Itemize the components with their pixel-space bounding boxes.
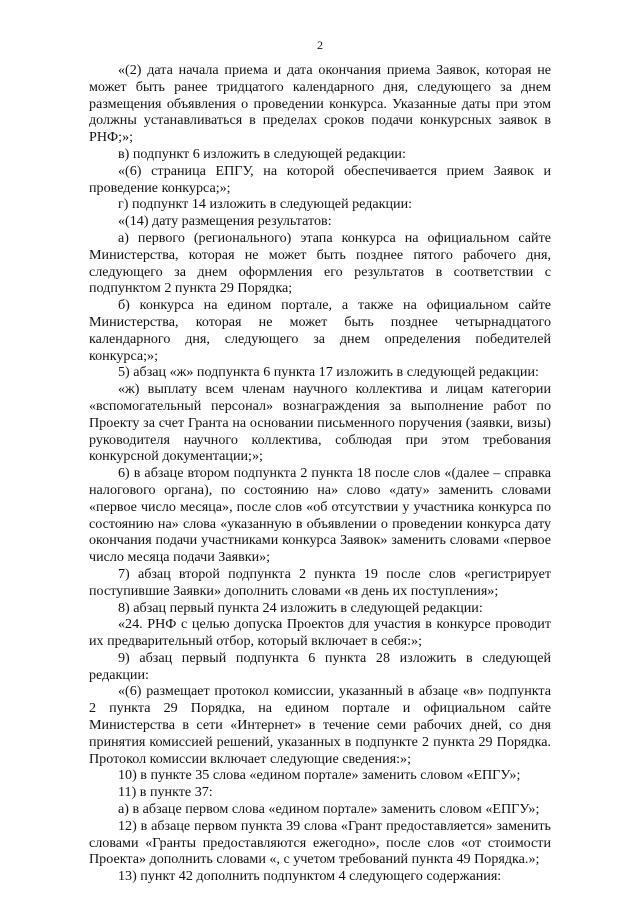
paragraph: «(6) страница ЕПГУ, на которой обеспечивается прием Заявок и проведение конкурса;»; bbox=[89, 162, 551, 196]
paragraph: 9) абзац первый подпункта 6 пункта 28 изложить в следующей редакции: bbox=[89, 649, 551, 683]
paragraph: 8) абзац первый пункта 24 изложить в следующей редакции: bbox=[118, 599, 483, 616]
paragraph: б) конкурса на едином портале, а также на официальном сайте Министерства, которая не может быть позднее четырнадцатого календарного дня, следующего за днем определения победителей конкурса;»; bbox=[89, 297, 551, 364]
paragraph: «24. РНФ с целью допуска Проектов для участия в конкурсе проводит их предварительный отбор, который включает в себя:»; bbox=[89, 616, 551, 650]
paragraph: «ж) выплату всем членам научного коллектива и лицам категории «вспомогательный персонал» вознаграждения за выполнение работ по Проекту за счет Гранта на основании письменного поручения (заявки, визы) руководителя научного коллектива, соблюдая при этом требования конкурсной документации;»; bbox=[89, 381, 551, 465]
paragraph: а) первого (регионального) этапа конкурса на официальном сайте Министерства, которая не может быть позднее пятого рабочего дня, следующего за днем оформления его результатов в соответствии с подпунктом 2 пункта 29 Порядка; bbox=[89, 229, 551, 297]
paragraph: 6) в абзаце втором подпункта 2 пункта 18 после слов «(далее – справка налогового органа), по состоянию на» слово «дату» заменить словами «первое число месяца», после слов «об отсутствии у участника конкурса по состоянию на» слова «указанную в объявлении о проведении конкурса дату окончания подачи участниками конкурса Заявок» заменить словами «первое число месяца подачи Заявки»; bbox=[89, 465, 551, 566]
paragraph: в) подпункт 6 изложить в следующей редакции: bbox=[118, 145, 406, 162]
paragraph: «(2) дата начала приема и дата окончания приема Заявок, которая не может быть ранее тридцатого календарного дня, следующего за днем размещения объявления о проведении конкурса. Указанные даты при этом должны устанавливаться в пределах сроков подачи конкурсных заявок в РНФ;»; bbox=[89, 62, 551, 146]
document-body bbox=[89, 62, 551, 885]
page-number: 2 bbox=[317, 38, 323, 52]
paragraph: г) подпункт 14 изложить в следующей редакции: bbox=[118, 196, 413, 213]
paragraph: 7) абзац второй подпункта 2 пункта 19 после слов «регистрирует поступившие Заявки» дополнить словами «в день их поступления»; bbox=[89, 565, 551, 599]
paragraph: 5) абзац «ж» подпункта 6 пункта 17 изложить в следующей редакции: bbox=[118, 364, 539, 381]
paragraph: 13) пункт 42 дополнить подпунктом 4 следующего содержания: bbox=[118, 868, 502, 885]
paragraph: «(6) размещает протокол комиссии, указанный в абзаце «в» подпункта 2 пункта 29 Порядка, на едином портале и официальном сайте Министерства в сети «Интернет» в течение семи рабочих дней, со дня принятия комиссией решений, указанных в подпункте 2 пункта 29 Порядка. Протокол комиссии включает следующие сведения:»; bbox=[89, 683, 551, 767]
paragraph: 12) в абзаце первом пункта 39 слова «Грант предоставляется» заменить словами «Гранты предоставляются ежегодно», после слов «от стоимости Проекта» дополнить словами «, с учетом требований пункта 49 Порядка.»; bbox=[89, 817, 551, 868]
paragraph: «(14) дату размещения результатов: bbox=[118, 213, 332, 230]
paragraph: а) в абзаце первом слова «едином портале» заменить словом «ЕПГУ»; bbox=[118, 801, 540, 818]
paragraph: 10) в пункте 35 слова «едином портале» заменить словом «ЕПГУ»; bbox=[118, 767, 521, 784]
paragraph: 11) в пункте 37: bbox=[118, 784, 213, 801]
